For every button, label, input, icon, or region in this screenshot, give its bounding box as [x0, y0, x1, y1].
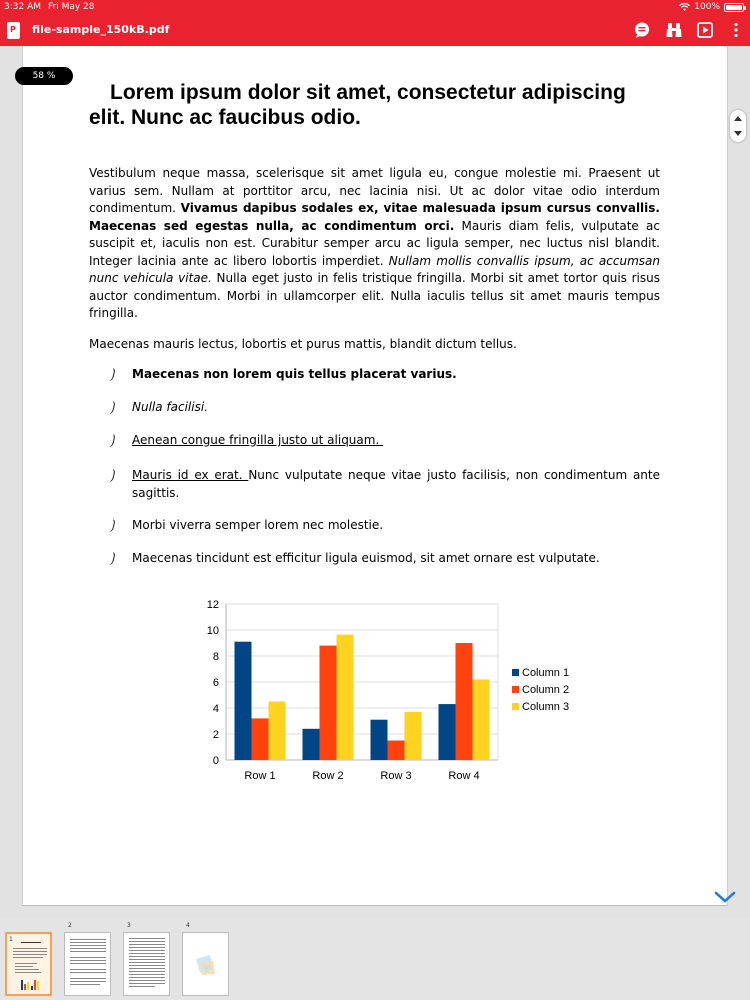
y-tick-label: 0 — [212, 755, 219, 767]
bar — [337, 635, 354, 760]
document-title: Lorem ipsum dolor sit amet, consectetur adipiscing elit. Nunc ac faucibus odio. — [89, 81, 626, 129]
bar — [269, 702, 286, 761]
y-tick-label: 2 — [212, 729, 219, 741]
status-time: 3:32 AM — [4, 2, 41, 12]
list-item-text — [132, 467, 660, 502]
thumbnail-strip — [0, 918, 750, 1000]
bullet-glyph: ⟯ — [110, 551, 115, 566]
file-bar — [0, 15, 750, 46]
pdf-file-icon — [7, 22, 20, 39]
bar — [320, 646, 337, 760]
bullet-glyph: ⟯ — [110, 400, 115, 415]
pdf-file-glyph: P — [10, 25, 16, 34]
thumbnail-number: 1 — [9, 936, 13, 943]
wifi-icon — [679, 3, 690, 12]
y-tick-label: 12 — [206, 599, 219, 611]
p1-text-e: Nulla eget justo in felis tristique fringilla. Morbi sit amet tortor quis risus auctor condimentum. Morbi in ullamcorper elit. Nulla iaculis tellus sit amet mauris tempus fringilla. — [89, 271, 660, 320]
p1-text-a: Vestibulum neque massa, scelerisque sit amet ligula eu, congue molestie mi. Praesent ut varius sem. Nullam at porttitor arcu, nec lacinia nisi. Ut ac dolor vitae odio interdum condimentum. — [89, 166, 660, 215]
legend-swatch — [512, 669, 519, 676]
p1-text-c: Mauris diam felis, vulputate ac suscipit et, iaculis non est. Curabitur semper arcu ac ligula semper, nec luctus nisl blandit. Integer lacinia ante ac libero lobortis imperdiet. — [89, 218, 660, 268]
list-item-text-rest: Nunc vulputate neque vitae justo facilisis, non condimentum ante sagittis. — [132, 468, 660, 500]
y-tick-label: 10 — [206, 625, 219, 637]
legend-label: Column 1 — [522, 667, 570, 679]
play-icon — [696, 21, 714, 39]
binoculars-icon — [665, 21, 683, 39]
bar — [235, 642, 252, 760]
bar — [473, 679, 490, 760]
zoom-badge: 58 % — [15, 67, 73, 85]
search-button[interactable] — [665, 21, 683, 39]
comments-button[interactable] — [633, 21, 651, 39]
more-button[interactable] — [727, 21, 745, 39]
bullet-glyph: ⟯ — [110, 518, 115, 533]
paragraph-2: Maecenas mauris lectus, lobortis et purus mattis, blandit dictum tellus. — [89, 336, 517, 351]
list-item-text: Aenean congue fringilla justo ut aliquam. — [132, 433, 384, 447]
thumbnail-number: 2 — [68, 922, 72, 929]
document-content — [89, 80, 660, 353]
bar — [405, 712, 422, 760]
bar-chart — [190, 595, 590, 795]
list-item-text: Nulla facilisi. — [132, 400, 208, 414]
paragraph-1 — [89, 165, 660, 323]
list-item-text: Maecenas non lorem quis tellus placerat varius. — [132, 367, 457, 381]
bar — [439, 704, 456, 760]
bar — [303, 729, 320, 760]
thumbnail-number: 3 — [127, 922, 131, 929]
thumbnail-number: 4 — [186, 922, 190, 929]
legend-swatch — [512, 686, 519, 693]
image-placeholder-icon — [193, 953, 219, 977]
p1-bold-text: Vivamus dapibus sodales ex, vitae malesuada ipsum cursus convallis. Maecenas sed egestas nulla, ac condimentum orci. — [89, 201, 660, 233]
status-date: Fri May 28 — [48, 2, 95, 12]
bullet-glyph: ⟯ — [110, 367, 115, 382]
legend-label: Column 2 — [522, 684, 570, 696]
scroll-down-icon[interactable] — [734, 131, 742, 136]
y-tick-label: 4 — [212, 703, 219, 715]
thumbnail-page-3[interactable] — [123, 922, 170, 996]
bar — [252, 718, 269, 760]
thumbnail-page-4[interactable] — [182, 922, 229, 996]
x-tick-label: Row 1 — [244, 770, 276, 782]
x-tick-label: Row 2 — [312, 770, 344, 782]
bar — [371, 720, 388, 760]
status-indicators — [679, 0, 744, 14]
status-bar — [0, 0, 750, 14]
battery-icon — [724, 3, 744, 12]
file-name: file-sample_150kB.pdf — [32, 23, 170, 36]
battery-percent: 100% — [694, 2, 720, 12]
present-button[interactable] — [696, 21, 714, 39]
comment-icon — [633, 21, 651, 39]
list-item-text: Maecenas tincidunt est efficitur ligula euismod, sit amet ornare est vulputate. — [132, 551, 600, 565]
y-tick-label: 8 — [212, 651, 219, 663]
p1-italic-text: Nullam mollis convallis ipsum, ac accumsan nunc vehicula vitae. — [89, 253, 660, 285]
page-scroll-control[interactable] — [730, 110, 746, 142]
x-tick-label: Row 3 — [380, 770, 412, 782]
bullet-glyph: ⟯ — [110, 433, 115, 448]
legend-swatch — [512, 703, 519, 710]
x-tick-label: Row 4 — [448, 770, 480, 782]
bar — [388, 741, 405, 761]
list-item-text: Morbi viverra semper lorem nec molestie. — [132, 518, 384, 532]
thumbnail-page-1[interactable] — [5, 932, 52, 996]
bar — [456, 643, 473, 760]
scroll-up-icon[interactable] — [734, 116, 742, 121]
y-tick-label: 6 — [212, 677, 219, 689]
thumbnail-page-2[interactable] — [64, 922, 111, 996]
app-toolbar — [0, 0, 750, 46]
more-vertical-icon — [727, 21, 745, 39]
underlined-text: Mauris id ex erat. — [132, 468, 249, 482]
chevron-down-icon[interactable] — [714, 890, 736, 904]
bullet-glyph: ⟯ — [110, 468, 115, 483]
legend-label: Column 3 — [522, 701, 570, 713]
